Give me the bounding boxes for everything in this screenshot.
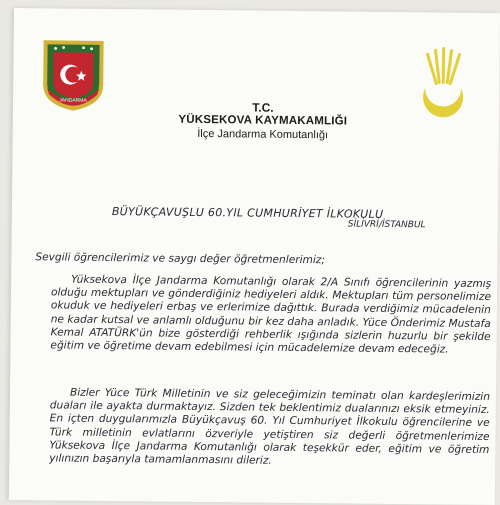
header-kaymakamlik: YÜKSEKOVA KAYMAKAMLIĞI xyxy=(13,112,500,129)
header-tc: T.C. xyxy=(13,98,500,117)
recipient-school: BÜYÜKÇAVUŞLU 60.YIL CUMHURİYET İLKOKULU xyxy=(112,205,384,221)
letter-paragraph-2: Bizler Yüce Türk Milletinin ve siz geleceğimizin teminatı olan kardeşlerimizin duaları ile ayakta durmaktayız. Sizden tek beklentimiz dualarınızı eksik etmeyiniz. En içten duygularımızla Büyükçavuş 60. Yıl Cumhuriyet İlkokulu öğrencilerine ve Türk milletinin evlatlarını özveriyle yetiştiren siz değerli öğretmenlerimize Yüksekova İlçe Jandarma Komutanlığı olarak teşekkür eder, eğitim ve öğretim yılınızın başarıyla tamamlanmasını dileriz. xyxy=(49,386,490,470)
emblem-text: JANDARMA xyxy=(59,97,87,103)
recipient-location: SİLİVRİ/İSTANBUL xyxy=(348,220,426,231)
letter-paragraph-1: Yüksekova İlçe Jandarma Komutanlığı olarak 2/A Sınıfı öğrencilerinin yazmış olduğu mektupları ve gönderdiğiniz hediyeleri aldık. Mektupları tüm personelimize okuduk ve hediyeleri erbaş ve erlerimize dağıttık. Burada verdiğimiz mücadelenin ne kadar kutsal ve anlamlı olduğunu bir kez daha anladık. Yüce Önderimiz Mustafa Kemal ATATÜRK'ün bize gösterdiği rehberlik ışığında sizlerin huzurlu bir şekilde eğitim ve öğretime devam edebilmesi için mücadelemize devam edeceğiz. xyxy=(50,273,491,357)
letter-page xyxy=(9,8,500,505)
letter-greeting: Sevgili öğrencilerimiz ve saygı değer öğretmenlerimiz; xyxy=(35,251,475,269)
header-komutanlik: İlçe Jandarma Komutanlığı xyxy=(13,126,500,143)
